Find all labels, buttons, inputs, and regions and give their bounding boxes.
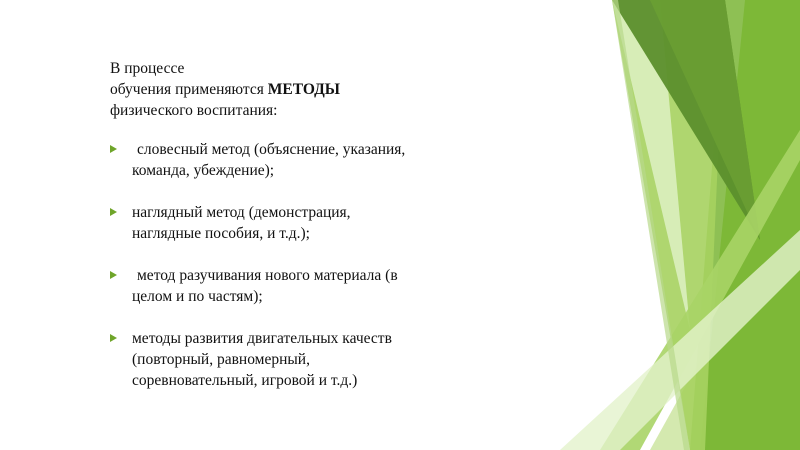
method-line: (повторный, равномерный,	[132, 351, 310, 368]
list-item	[110, 202, 510, 244]
intro-paragraph	[110, 58, 510, 121]
method-line: методы развития двигательных качеств	[132, 330, 392, 347]
triangle-bullet-icon	[110, 208, 117, 216]
method-line: словесный метод (объяснение, указания,	[137, 141, 406, 158]
method-line: наглядный метод (демонстрация,	[132, 204, 351, 221]
method-line: метод разучивания нового материала (в	[137, 267, 398, 284]
intro-line-1: В процессе	[110, 60, 185, 77]
method-line: наглядные пособия, и т.д.);	[132, 225, 310, 242]
intro-bold-term: МЕТОДЫ	[267, 81, 341, 98]
methods-list	[110, 139, 510, 391]
triangle-bullet-icon	[110, 145, 117, 153]
list-item	[110, 328, 510, 391]
method-line: команда, убеждение);	[132, 162, 275, 179]
method-line: соревновательный, игровой и т.д.)	[132, 372, 358, 389]
list-item	[110, 139, 510, 181]
list-item	[110, 265, 510, 307]
slide-body	[110, 58, 510, 412]
intro-line-3: физического воспитания:	[110, 102, 278, 119]
triangle-bullet-icon	[110, 334, 117, 342]
method-line: целом и по частям);	[132, 288, 263, 305]
intro-line-2-text: обучения применяются	[110, 81, 268, 98]
triangle-bullet-icon	[110, 271, 117, 279]
